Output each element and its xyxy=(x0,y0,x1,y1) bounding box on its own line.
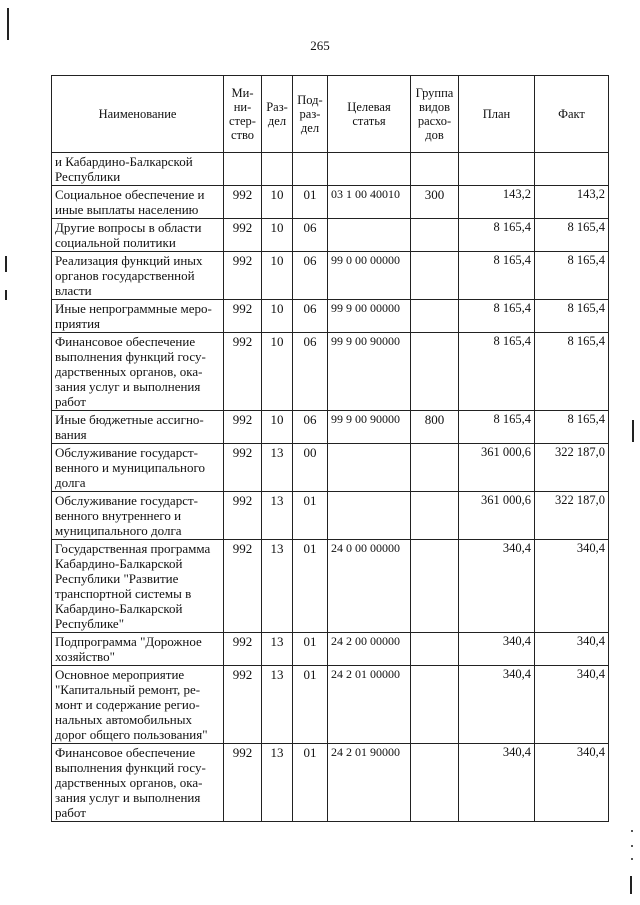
cell-target xyxy=(328,153,411,186)
scan-dot xyxy=(631,858,633,860)
header-target: Целевая статья xyxy=(328,76,411,153)
cell-ministry: 992 xyxy=(224,444,262,492)
table-row xyxy=(52,153,609,186)
cell-group xyxy=(411,444,459,492)
cell-name: Другие вопросы в области социальной политики xyxy=(52,219,224,252)
cell-target: 99 0 00 00000 xyxy=(328,252,411,300)
cell-section: 10 xyxy=(262,300,293,333)
scan-mark-left-mid xyxy=(5,256,7,272)
cell-plan xyxy=(459,153,535,186)
scan-dot xyxy=(631,845,633,847)
cell-plan: 340,4 xyxy=(459,666,535,744)
cell-subsection: 01 xyxy=(293,633,328,666)
cell-fact: 340,4 xyxy=(535,633,609,666)
cell-subsection xyxy=(293,153,328,186)
cell-name: Финансовое обеспечение выполнения функций госу- дарственных органов, ока- зания услуг и выполнения работ xyxy=(52,333,224,411)
cell-name: Государственная программа Кабардино-Балкарской Республики "Развитие транспортной системы в Кабардино-Балкарской Республике" xyxy=(52,540,224,633)
cell-fact: 322 187,0 xyxy=(535,444,609,492)
cell-group xyxy=(411,252,459,300)
cell-ministry xyxy=(224,153,262,186)
table-row xyxy=(52,744,609,822)
cell-ministry: 992 xyxy=(224,666,262,744)
table-row xyxy=(52,252,609,300)
cell-name: Реализация функций иных органов государственной власти xyxy=(52,252,224,300)
cell-section: 13 xyxy=(262,744,293,822)
table-row xyxy=(52,492,609,540)
cell-target: 99 9 00 90000 xyxy=(328,411,411,444)
cell-plan: 361 000,6 xyxy=(459,492,535,540)
header-plan: План xyxy=(459,76,535,153)
cell-group xyxy=(411,492,459,540)
scan-mark-right xyxy=(632,420,634,442)
cell-subsection: 01 xyxy=(293,666,328,744)
table-row xyxy=(52,666,609,744)
cell-subsection: 06 xyxy=(293,300,328,333)
cell-section: 13 xyxy=(262,633,293,666)
cell-plan: 340,4 xyxy=(459,540,535,633)
cell-fact: 8 165,4 xyxy=(535,219,609,252)
cell-ministry: 992 xyxy=(224,219,262,252)
cell-group xyxy=(411,744,459,822)
cell-name: Подпрограмма "Дорожное хозяйство" xyxy=(52,633,224,666)
cell-name: Иные непрограммные меро- приятия xyxy=(52,300,224,333)
table-row xyxy=(52,300,609,333)
cell-fact: 8 165,4 xyxy=(535,252,609,300)
header-section: Раз- дел xyxy=(262,76,293,153)
header-ministry: Ми- ни- стер- ство xyxy=(224,76,262,153)
cell-target xyxy=(328,492,411,540)
cell-group xyxy=(411,333,459,411)
cell-plan: 8 165,4 xyxy=(459,252,535,300)
table-header-row xyxy=(52,76,609,153)
budget-table xyxy=(51,75,609,822)
cell-ministry: 992 xyxy=(224,411,262,444)
cell-section: 13 xyxy=(262,444,293,492)
cell-section: 10 xyxy=(262,411,293,444)
cell-plan: 8 165,4 xyxy=(459,411,535,444)
cell-plan: 8 165,4 xyxy=(459,219,535,252)
cell-fact: 322 187,0 xyxy=(535,492,609,540)
cell-group: 300 xyxy=(411,186,459,219)
cell-name: и Кабардино-Балкарской Республики xyxy=(52,153,224,186)
cell-section: 10 xyxy=(262,186,293,219)
cell-target: 99 9 00 00000 xyxy=(328,300,411,333)
cell-subsection: 06 xyxy=(293,411,328,444)
table-row xyxy=(52,444,609,492)
table-row xyxy=(52,411,609,444)
header-fact: Факт xyxy=(535,76,609,153)
cell-fact: 8 165,4 xyxy=(535,300,609,333)
scan-mark-left-top xyxy=(7,8,9,40)
cell-fact xyxy=(535,153,609,186)
cell-group: 800 xyxy=(411,411,459,444)
cell-ministry: 992 xyxy=(224,540,262,633)
cell-subsection: 01 xyxy=(293,540,328,633)
cell-fact: 340,4 xyxy=(535,666,609,744)
cell-group xyxy=(411,300,459,333)
cell-target xyxy=(328,444,411,492)
cell-target: 99 9 00 90000 xyxy=(328,333,411,411)
cell-plan: 361 000,6 xyxy=(459,444,535,492)
cell-subsection: 01 xyxy=(293,492,328,540)
cell-ministry: 992 xyxy=(224,633,262,666)
scan-mark-left-mid2 xyxy=(5,290,7,300)
cell-subsection: 06 xyxy=(293,333,328,411)
cell-ministry: 992 xyxy=(224,333,262,411)
table-row xyxy=(52,333,609,411)
cell-group xyxy=(411,540,459,633)
cell-group xyxy=(411,219,459,252)
cell-subsection: 00 xyxy=(293,444,328,492)
header-subsection: Под- раз- дел xyxy=(293,76,328,153)
scan-mark-right-bottom xyxy=(630,876,632,894)
cell-section: 13 xyxy=(262,492,293,540)
cell-section: 10 xyxy=(262,252,293,300)
cell-section: 10 xyxy=(262,333,293,411)
cell-fact: 340,4 xyxy=(535,744,609,822)
cell-subsection: 06 xyxy=(293,252,328,300)
cell-ministry: 992 xyxy=(224,300,262,333)
cell-subsection: 01 xyxy=(293,744,328,822)
table-row xyxy=(52,219,609,252)
cell-name: Иные бюджетные ассигно- вания xyxy=(52,411,224,444)
cell-plan: 8 165,4 xyxy=(459,300,535,333)
cell-fact: 8 165,4 xyxy=(535,333,609,411)
cell-plan: 143,2 xyxy=(459,186,535,219)
cell-section xyxy=(262,153,293,186)
cell-fact: 340,4 xyxy=(535,540,609,633)
cell-group xyxy=(411,633,459,666)
cell-fact: 143,2 xyxy=(535,186,609,219)
cell-ministry: 992 xyxy=(224,744,262,822)
header-name: Наименование xyxy=(52,76,224,153)
cell-section: 13 xyxy=(262,540,293,633)
header-group: Группа видов расхо- дов xyxy=(411,76,459,153)
cell-target: 24 0 00 00000 xyxy=(328,540,411,633)
cell-plan: 340,4 xyxy=(459,633,535,666)
cell-name: Обслуживание государст- венного и муниципального долга xyxy=(52,444,224,492)
cell-group xyxy=(411,666,459,744)
cell-target xyxy=(328,219,411,252)
cell-name: Финансовое обеспечение выполнения функций госу- дарственных органов, ока- зания услуг и выполнения работ xyxy=(52,744,224,822)
cell-name: Основное мероприятие "Капитальный ремонт, ре- монт и содержание регио- нальных автомобильных дорог общего пользования" xyxy=(52,666,224,744)
cell-subsection: 01 xyxy=(293,186,328,219)
cell-name: Социальное обеспечение и иные выплаты населению xyxy=(52,186,224,219)
cell-subsection: 06 xyxy=(293,219,328,252)
cell-plan: 340,4 xyxy=(459,744,535,822)
cell-ministry: 992 xyxy=(224,186,262,219)
cell-group xyxy=(411,153,459,186)
table-row xyxy=(52,540,609,633)
cell-name: Обслуживание государст- венного внутреннего и муниципального долга xyxy=(52,492,224,540)
cell-section: 10 xyxy=(262,219,293,252)
cell-ministry: 992 xyxy=(224,492,262,540)
scan-dot xyxy=(631,830,633,832)
table-row xyxy=(52,633,609,666)
cell-fact: 8 165,4 xyxy=(535,411,609,444)
page-number: 265 xyxy=(310,38,330,53)
cell-target: 24 2 00 00000 xyxy=(328,633,411,666)
table-row xyxy=(52,186,609,219)
cell-target: 03 1 00 40010 xyxy=(328,186,411,219)
cell-target: 24 2 01 00000 xyxy=(328,666,411,744)
cell-section: 13 xyxy=(262,666,293,744)
cell-plan: 8 165,4 xyxy=(459,333,535,411)
cell-ministry: 992 xyxy=(224,252,262,300)
cell-target: 24 2 01 90000 xyxy=(328,744,411,822)
